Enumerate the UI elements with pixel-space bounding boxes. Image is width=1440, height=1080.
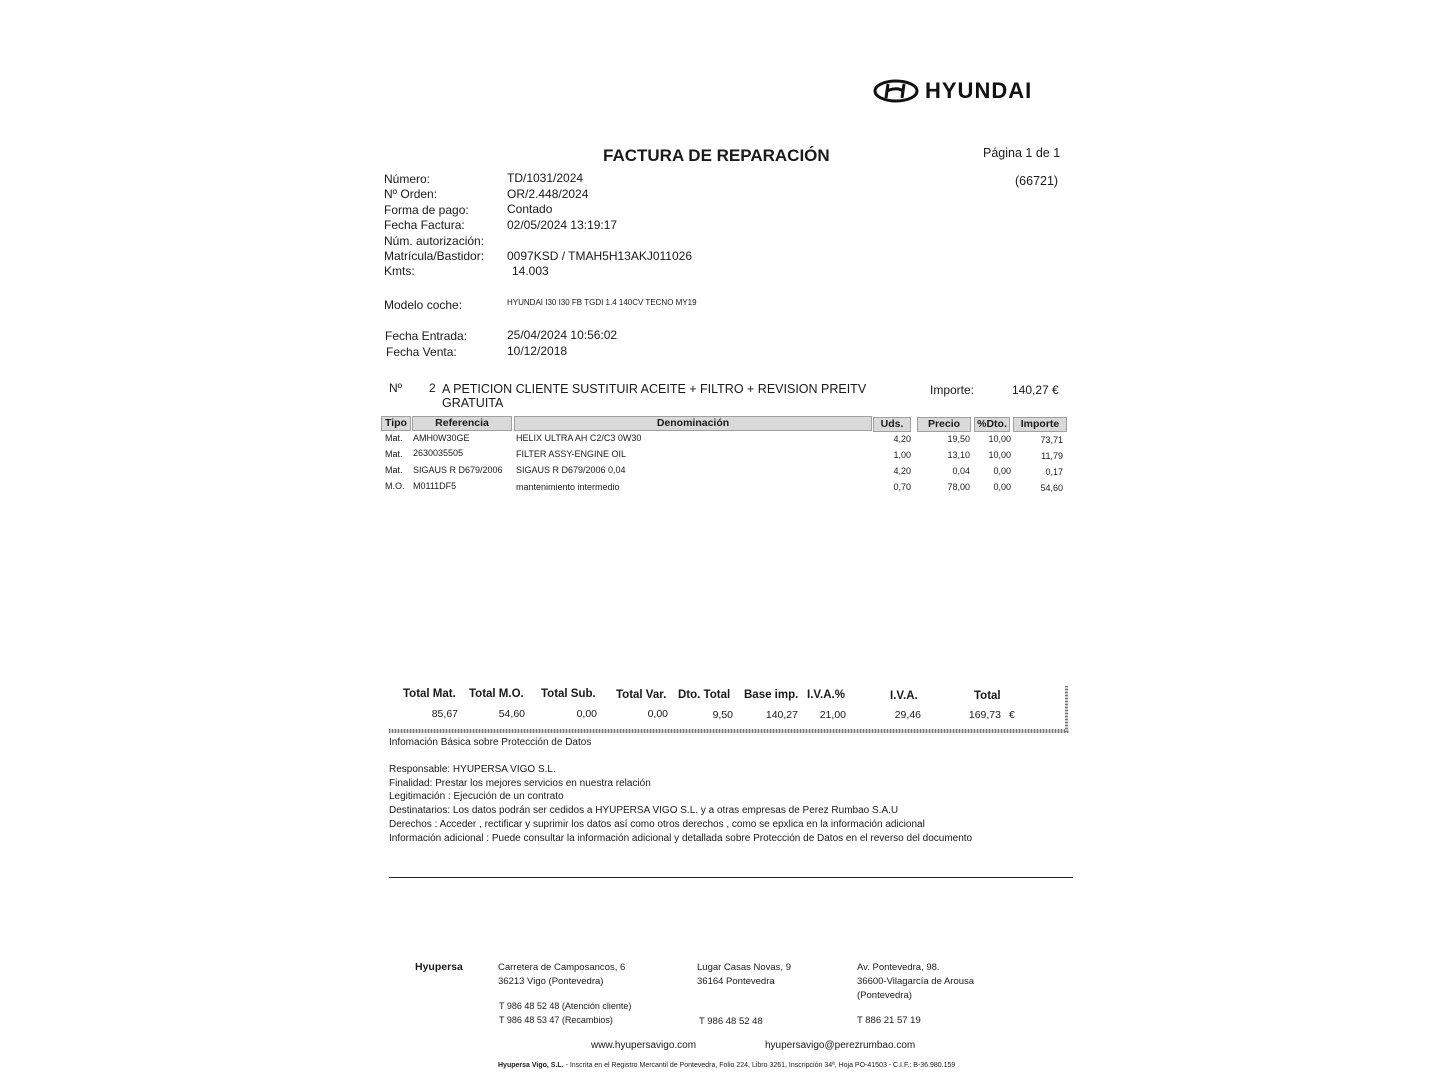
privacy-line: Información adicional : Puede consultar la información adicional y detallada sobre Protección de Datos en el reverso del documento [389, 833, 973, 844]
col-tipo: Tipo [381, 416, 411, 431]
item-tipo: M.O. [385, 481, 405, 491]
item-precio: 13,10 [947, 450, 970, 460]
item-uds: 0,70 [893, 482, 911, 492]
privacy-line: Finalidad: Prestar los mejores servicios en nuestra relación [389, 778, 651, 789]
col-uds: Uds. [873, 417, 911, 432]
hyundai-logo [873, 78, 1032, 104]
footer-phone: T 986 48 53 47 (Recambios) [499, 1015, 613, 1025]
totals-currency: € [1009, 709, 1015, 721]
col-precio: Precio [917, 417, 971, 432]
footer-legal-company: Hyupersa Vigo, S.L. [498, 1062, 564, 1069]
totals-header: I.V.A.% [807, 689, 845, 701]
totals-value: 85,67 [431, 708, 458, 720]
item-dto: 10,00 [988, 450, 1011, 460]
totals-header: Total Mat. [403, 688, 456, 700]
footer-legal-text: - Inscrita en el Registro Mercantil de Pontevedra, Folio 224, Libro 3261, Inscripción 34ª, Hoja PO-41503 - C.I.F.: B-36.980.159 [563, 1062, 956, 1069]
footer-address-1: Carretera de Camposancos, 6 [498, 962, 626, 973]
info-label: Forma de pago: [384, 203, 469, 217]
totals-header: Base imp. [744, 689, 799, 701]
operation-no-label: Nº [389, 381, 403, 395]
info-label: Número: [384, 172, 431, 186]
item-den: FILTER ASSY-ENGINE OIL [516, 449, 627, 459]
info-label: Kmts: [384, 264, 415, 278]
footer-address-2: 36164 Pontevedra [697, 976, 775, 987]
footer-address-3: 36600-Vilagarcía de Arousa [857, 976, 975, 987]
col-dto: %Dto. [974, 417, 1010, 432]
item-tipo: Mat. [385, 449, 403, 459]
totals-value: 0,00 [576, 708, 597, 720]
info-label: Matrícula/Bastidor: [384, 249, 485, 263]
footer-address-3: Av. Pontevedra, 98. [857, 962, 940, 973]
footer-address-3: (Pontevedra) [857, 990, 912, 1001]
info-label: Fecha Factura: [384, 218, 465, 232]
footer-address-2: Lugar Casas Novas, 9 [697, 962, 791, 973]
info-value: 14.003 [512, 264, 549, 278]
item-importe: 11,79 [1041, 451, 1063, 461]
totals-value: 9,50 [712, 709, 733, 721]
totals-right-border [1065, 686, 1068, 732]
col-referencia: Referencia [412, 416, 512, 431]
totals-value: 21,00 [819, 709, 846, 721]
info-value: Contado [507, 202, 553, 216]
model-value: HYUNDAI I30 I30 FB TGDI 1.4 140CV TECNO MY19 [507, 298, 697, 307]
footer-divider [389, 877, 1073, 878]
item-precio: 19,50 [947, 434, 970, 444]
page-indicator: Página 1 de 1 [983, 146, 1061, 160]
item-importe: 0,17 [1045, 467, 1063, 477]
item-ref: SIGAUS R D679/2006 [413, 465, 503, 475]
privacy-line: Responsable: HYUPERSA VIGO S.L. [389, 764, 556, 775]
footer-phone: T 986 48 52 48 (Atención cliente) [499, 1001, 632, 1011]
reference-code: (66721) [1015, 174, 1059, 188]
model-label: Modelo coche: [384, 298, 463, 312]
totals-value: 54,60 [498, 708, 525, 720]
operation-importe: 140,27 € [1012, 383, 1059, 397]
totals-header: Total Sub. [541, 688, 596, 700]
totals-bottom-border [389, 729, 1069, 733]
operation-description-2: GRATUITA [442, 396, 504, 410]
entry-date-value: 25/04/2024 10:56:02 [507, 328, 618, 342]
item-dto: 0,00 [993, 466, 1011, 476]
item-den: SIGAUS R D679/2006 0,04 [516, 465, 626, 475]
totals-header: Total Var. [616, 689, 667, 701]
item-tipo: Mat. [385, 433, 403, 443]
item-uds: 4,20 [893, 434, 911, 444]
item-precio: 0,04 [952, 466, 970, 476]
footer-company: Hyupersa [415, 961, 463, 973]
col-denominacion: Denominación [514, 416, 872, 431]
info-value: OR/2.448/2024 [507, 187, 589, 201]
item-dto: 10,00 [988, 434, 1011, 444]
footer-address-1: 36213 Vigo (Pontevedra) [498, 976, 604, 987]
item-uds: 4,20 [893, 466, 911, 476]
info-label: Núm. autorización: [384, 234, 485, 248]
item-den: HELIX ULTRA AH C2/C3 0W30 [516, 433, 642, 443]
totals-value: 0,00 [647, 708, 668, 720]
item-tipo: Mat. [385, 465, 403, 475]
operation-importe-label: Importe: [930, 383, 975, 397]
item-importe: 73,71 [1040, 435, 1063, 445]
totals-header: Dto. Total [678, 689, 731, 701]
item-precio: 78,00 [947, 482, 970, 492]
totals-header: Total [974, 690, 1001, 702]
privacy-line: Derechos : Acceder , rectificar y suprimir los datos así como otros derechos , como se epxlica en la información adicional [389, 819, 925, 830]
info-value: 0097KSD / TMAH5H13AKJ011026 [507, 249, 692, 263]
privacy-line: Destinatarios: Los datos podrán ser cedidos a HYUPERSA VIGO S.L. y a otras empresas de Perez Rumbao S.A.U [389, 805, 899, 816]
footer-phone: T 986 48 52 48 [699, 1016, 763, 1027]
operation-description-1: A PETICION CLIENTE SUSTITUIR ACEITE + FILTRO + REVISION PREITV [442, 382, 867, 396]
col-importe: Importe [1013, 417, 1067, 432]
footer-phone: T 886 21 57 19 [857, 1015, 921, 1026]
item-uds: 1,00 [893, 450, 911, 460]
totals-header: Total M.O. [469, 688, 524, 700]
item-ref: M0111DF5 [413, 481, 457, 491]
totals-value: 140,27 [765, 709, 798, 721]
item-dto: 0,00 [993, 482, 1011, 492]
info-value: TD/1031/2024 [507, 171, 584, 185]
totals-value: 169,73 [968, 709, 1001, 721]
operation-no: 2 [429, 381, 436, 395]
sale-date-value: 10/12/2018 [507, 344, 568, 358]
sale-date-label: Fecha Venta: [386, 345, 457, 359]
entry-date-label: Fecha Entrada: [385, 329, 468, 343]
totals-header: I.V.A. [890, 690, 918, 702]
invoice-title: FACTURA DE REPARACIÓN [603, 146, 830, 165]
footer-email-link[interactable]: hyupersavigo@perezrumbao.com [765, 1040, 916, 1051]
totals-value: 29,46 [894, 709, 921, 721]
item-ref: AMH0W30GE [413, 433, 470, 443]
info-value: 02/05/2024 13:19:17 [507, 218, 618, 232]
privacy-title: Infomación Básica sobre Protección de Datos [389, 737, 592, 748]
item-ref: 2630035505 [413, 448, 464, 458]
item-importe: 54,60 [1040, 483, 1063, 493]
hyundai-logo-icon [873, 79, 919, 103]
privacy-line: Legitimación : Ejecución de un contrato [389, 791, 564, 802]
info-label: Nº Orden: [384, 187, 438, 201]
footer-legal [498, 1062, 955, 1069]
footer-web-link[interactable]: www.hyupersavigo.com [591, 1040, 697, 1051]
item-den: mantenimiento intermedio [516, 482, 620, 492]
brand-name: HYUNDAI [925, 78, 1033, 103]
